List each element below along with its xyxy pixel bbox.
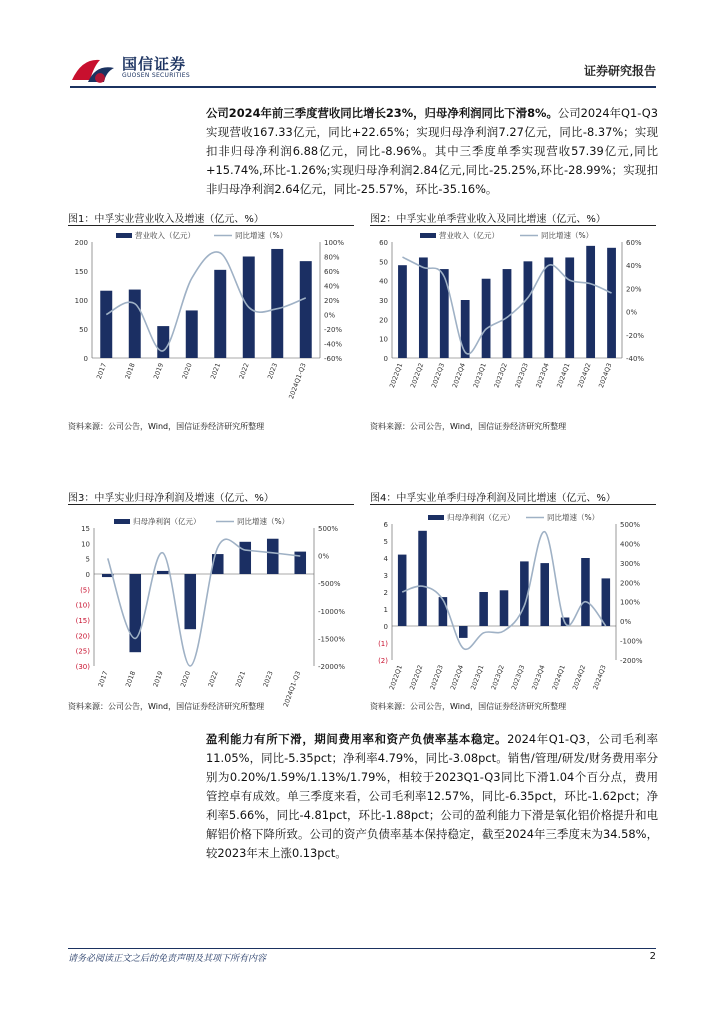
- bar: [503, 269, 512, 358]
- bar: [271, 249, 283, 358]
- x-tick-label: 2023Q4: [534, 361, 551, 389]
- y-tick-label: 0: [85, 571, 90, 579]
- x-tick-label: 2023: [265, 361, 280, 381]
- y2-tick-label: 20%: [626, 285, 642, 294]
- y2-tick-label: -20%: [626, 331, 645, 340]
- bar: [184, 574, 196, 629]
- x-tick-label: 2024Q1: [555, 361, 572, 389]
- x-tick-label: 2020: [178, 669, 193, 689]
- bar: [157, 326, 169, 358]
- fig1-source: 资料来源：公司公告，Wind，国信证券经济研究所整理: [68, 422, 265, 431]
- fig1-rule: [68, 225, 354, 226]
- x-tick-label: 2021: [208, 361, 223, 381]
- y2-tick-label: -40%: [324, 340, 343, 349]
- x-tick-label: 2023Q3: [513, 361, 530, 389]
- bar: [482, 279, 491, 358]
- footer-disclaimer: 请务必阅读正文之后的免责声明及其项下所有内容: [68, 954, 267, 964]
- bar: [129, 574, 141, 652]
- header-divider: [70, 86, 656, 88]
- x-tick-label: 2019: [151, 669, 165, 689]
- y-tick-label: (30): [75, 663, 90, 671]
- x-tick-label: 2024Q3: [597, 361, 614, 389]
- intro-bold: 公司2024年前三季度营收同比增长23%，归母净利润同比下滑8%。: [206, 106, 558, 120]
- chart-revenue-annual: [68, 230, 354, 410]
- y2-tick-label: -100%: [620, 637, 643, 646]
- chart-profit-quarterly: [370, 512, 656, 691]
- x-tick-label: 2018: [123, 669, 138, 689]
- y-tick-label: 5: [383, 538, 388, 546]
- y2-tick-label: -2000%: [318, 663, 345, 671]
- bar: [157, 571, 169, 574]
- y2-tick-label: 80%: [324, 253, 340, 262]
- x-tick-label: 2024Q1-Q3: [281, 669, 303, 709]
- y2-tick-label: 20%: [324, 297, 340, 305]
- y2-tick-label: 40%: [626, 262, 642, 271]
- bar: [419, 257, 428, 358]
- y2-tick-label: -500%: [318, 580, 341, 589]
- bar: [459, 626, 468, 638]
- y2-tick-label: -200%: [620, 657, 643, 665]
- x-tick-label: 2020: [180, 361, 194, 381]
- y-tick-label: 1: [383, 606, 388, 614]
- x-tick-label: 2022Q1: [387, 361, 405, 389]
- legend-bar-label: 归母净利润（亿元）: [447, 513, 515, 522]
- x-tick-label: 2022Q4: [448, 663, 466, 691]
- x-tick-label: 2023: [261, 669, 275, 689]
- legend-bar-swatch: [420, 233, 436, 238]
- fig3-source: 资料来源：公司公告，Wind，国信证券经济研究所整理: [68, 702, 265, 711]
- x-tick-label: 2024Q1-Q3: [287, 361, 308, 401]
- bar: [500, 590, 509, 626]
- legend-bar-swatch: [116, 233, 132, 238]
- y-tick-label: 20: [379, 316, 388, 325]
- fig4-source: 资料来源：公司公告，Wind，国信证券经济研究所整理: [370, 702, 567, 711]
- y2-tick-label: 200%: [620, 579, 641, 588]
- y-tick-label: 4: [383, 555, 388, 563]
- x-tick-label: 2024Q3: [591, 663, 608, 691]
- bar: [586, 246, 595, 358]
- y-tick-label: (20): [75, 632, 90, 641]
- legend-bar-swatch: [114, 519, 130, 524]
- fig2-source: 资料来源：公司公告，Wind，国信证券经济研究所整理: [370, 422, 567, 431]
- chart-revenue-quarterly: [370, 230, 656, 410]
- intro-text: 公司2024年Q1-Q3实现营收167.33亿元，同比+22.65%；实现归母净利润7.27亿元，同比-8.37%；实现扣非归母净利润6.88亿元，同比-8.96%。其中三季度单季实现营收57.39亿元,同比+15.74%,环比-1.26%;实现归母净利润2.84亿元,同比-25.25%,环比-28.99%；实现扣非归母净利润2.64亿元，同比-25.57%，环比-35.16%。: [206, 106, 658, 196]
- y2-tick-label: 60%: [324, 268, 340, 276]
- x-tick-label: 2023Q2: [489, 663, 506, 691]
- bar: [440, 269, 449, 358]
- x-tick-label: 2022Q2: [408, 663, 425, 691]
- x-tick-label: 2024Q1: [550, 663, 567, 691]
- bar: [214, 270, 226, 358]
- legend-line-label: 同比增速（%）: [547, 513, 600, 522]
- legend-bar-label: 归母净利润（亿元）: [133, 517, 201, 526]
- fig2-rule: [370, 225, 656, 226]
- y2-tick-label: -1500%: [318, 635, 345, 644]
- bar: [581, 558, 590, 626]
- y2-tick-label: 0%: [318, 552, 330, 561]
- y-tick-label: 200: [74, 239, 88, 247]
- y2-tick-label: 100%: [324, 239, 345, 247]
- y-tick-label: 15: [81, 525, 90, 533]
- y2-tick-label: -60%: [324, 355, 343, 363]
- legend-line-label: 同比增速（%）: [237, 517, 290, 526]
- y-tick-label: (5): [80, 586, 90, 595]
- logo-chinese-text: 国信证券: [122, 55, 187, 73]
- y2-tick-label: -40%: [626, 355, 645, 363]
- fig1-title: 图1：中孚实业营业收入及增速（亿元、%）: [68, 214, 264, 225]
- y-tick-label: 6: [383, 521, 388, 529]
- x-tick-label: 2023Q1: [469, 663, 486, 691]
- x-tick-label: 2023Q2: [492, 361, 509, 389]
- bar: [267, 539, 279, 574]
- y-tick-label: 0: [83, 355, 88, 363]
- y-tick-label: 0: [383, 623, 388, 631]
- x-tick-label: 2022: [206, 669, 220, 689]
- bar: [439, 597, 448, 626]
- x-tick-label: 2022Q3: [428, 663, 445, 691]
- y2-tick-label: -20%: [324, 326, 343, 334]
- bar: [239, 542, 251, 574]
- y2-tick-label: 300%: [620, 559, 641, 568]
- bar: [186, 310, 198, 358]
- x-tick-label: 2024Q2: [570, 663, 588, 691]
- legend-bar-label: 营业收入（亿元）: [439, 231, 499, 240]
- y-tick-label: (10): [75, 601, 90, 610]
- bar: [540, 563, 549, 626]
- bar: [479, 592, 488, 626]
- x-tick-label: 2017: [94, 361, 109, 381]
- x-tick-label: 2023Q3: [509, 663, 527, 691]
- x-tick-label: 2021: [233, 669, 248, 689]
- page-number: 2: [649, 951, 656, 962]
- y-tick-label: 10: [379, 335, 388, 344]
- y2-tick-label: 0%: [626, 308, 638, 317]
- x-tick-label: 2022Q1: [387, 663, 405, 691]
- y2-tick-label: 500%: [318, 525, 339, 533]
- x-tick-label: 2024Q2: [576, 361, 593, 389]
- bar: [607, 248, 616, 358]
- footer-divider: [68, 948, 656, 949]
- bar: [565, 257, 574, 358]
- fig4-title: 图4：中孚实业单季归母净利润及同比增速（亿元、%）: [370, 493, 616, 504]
- fig2-title: 图2：中孚实业单季营业收入及同比增速（亿元、%）: [370, 214, 606, 225]
- y2-tick-label: 40%: [324, 282, 340, 291]
- bar: [300, 261, 312, 358]
- y-tick-label: 40: [379, 277, 388, 286]
- legend-bar-label: 营业收入（亿元）: [135, 231, 195, 240]
- profit-text: 2024年Q1-Q3，公司毛利率11.05%，同比-5.35pct；净利率4.79%，同比-3.08pct。销售/管理/研发/财务费用率分别为0.20%/1.59%/1.13%/1.79%，相较于2023Q1-Q3同比下滑1.04个百分点，费用管控卓有成效。单三季度来看，公司毛利率12.57%，同比-6.35pct，环比-1.62pct；净利率5.66%，同比-4.81pct，环比-1.88pct；公司的盈利能力下滑是氧化铝价格提升和电解铝价格下降所致。公司的资产负债率基本保持稳定，截至2024年三季度末为34.58%，较2023年末上涨0.13pct。: [206, 732, 658, 860]
- y2-tick-label: -1000%: [318, 607, 345, 616]
- legend-line-label: 同比增速（%）: [235, 231, 288, 240]
- y-tick-label: (2): [378, 657, 388, 665]
- bar: [602, 578, 611, 626]
- y-tick-label: 10: [81, 540, 90, 549]
- legend-line-label: 同比增速（%）: [541, 231, 594, 240]
- x-tick-label: 2017: [96, 669, 110, 689]
- y-tick-label: 3: [383, 572, 388, 580]
- y2-tick-label: 0%: [620, 618, 632, 627]
- y-tick-label: 5: [85, 555, 90, 564]
- x-tick-label: 2022Q4: [450, 361, 468, 389]
- y-tick-label: 50: [79, 326, 88, 334]
- y-tick-label: (1): [378, 640, 388, 648]
- bar: [100, 291, 112, 358]
- y-tick-label: (25): [75, 647, 90, 656]
- profit-paragraph: [206, 730, 658, 863]
- legend-bar-swatch: [428, 515, 444, 520]
- y2-tick-label: 60%: [626, 239, 642, 247]
- x-tick-label: 2023Q1: [471, 361, 488, 389]
- logo-english-text: GUOSEN SECURITIES: [122, 72, 191, 79]
- y2-tick-label: 100%: [620, 598, 641, 607]
- y-tick-label: 150: [74, 268, 88, 276]
- y-tick-label: 2: [383, 589, 388, 597]
- bar: [524, 261, 533, 358]
- fig3-title: 图3：中孚实业归母净利润及增速（亿元、%）: [68, 493, 274, 504]
- x-tick-label: 2023Q4: [530, 663, 547, 691]
- bar: [544, 257, 553, 358]
- x-tick-label: 2022Q2: [408, 361, 426, 389]
- fig3-rule: [68, 504, 354, 505]
- y-tick-label: 100: [74, 297, 88, 305]
- y-tick-label: (15): [75, 617, 90, 625]
- x-tick-label: 2018: [123, 361, 137, 381]
- intro-paragraph: [206, 104, 658, 199]
- fig4-rule: [370, 504, 656, 505]
- x-tick-label: 2022: [237, 361, 251, 381]
- y-tick-label: 50: [379, 258, 388, 267]
- y-tick-label: 30: [379, 297, 388, 305]
- bar: [418, 531, 427, 626]
- x-tick-label: 2019: [151, 361, 166, 381]
- profit-bold: 盈利能力有所下滑，期间费用率和资产负债率基本稳定。: [206, 732, 508, 746]
- report-type: 证券研究报告: [583, 64, 656, 78]
- y-tick-label: 0: [383, 355, 388, 363]
- y2-tick-label: 500%: [620, 521, 641, 529]
- y2-tick-label: 0%: [324, 311, 336, 320]
- bar: [398, 265, 407, 358]
- y2-tick-label: 400%: [620, 540, 641, 549]
- bar: [461, 300, 470, 358]
- y-tick-label: 60: [379, 239, 388, 247]
- bar: [129, 290, 141, 358]
- x-tick-label: 2022Q3: [429, 361, 447, 389]
